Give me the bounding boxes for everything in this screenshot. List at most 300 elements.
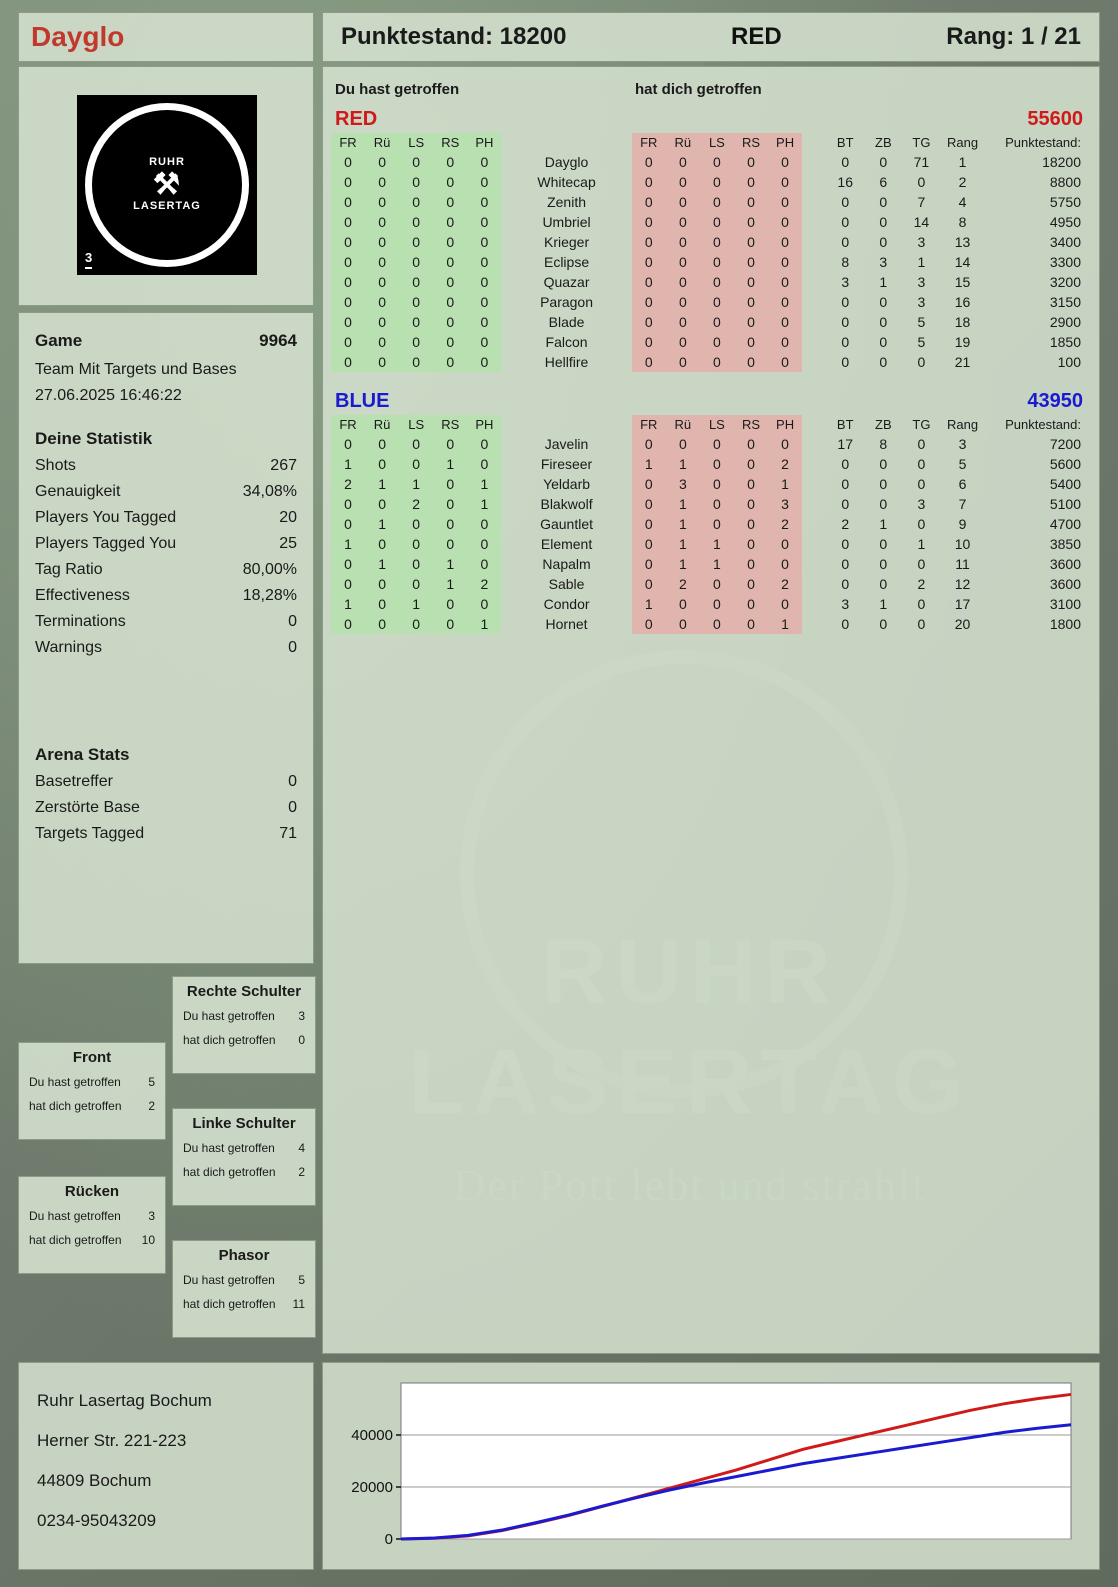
cell-them-PH: 0 — [768, 152, 802, 172]
cell-you-LS: 0 — [399, 554, 433, 574]
column-header-you-FR: FR — [331, 133, 365, 152]
header-right — [322, 12, 1100, 62]
cell-gap — [802, 232, 826, 252]
cell-zb: 0 — [879, 214, 888, 230]
column-header-them-LS: LS — [700, 415, 734, 434]
cell-points: 2900 — [1049, 314, 1081, 330]
table-row — [331, 272, 1091, 292]
zone-you-hit-value: 4 — [298, 1141, 305, 1155]
cell-you-RS: 0 — [433, 312, 467, 332]
cell-bt: 0 — [841, 476, 850, 492]
cell-you-RS: 0 — [433, 272, 467, 292]
cell-them-PH: 2 — [768, 514, 802, 534]
cell-rank: 7 — [958, 496, 967, 512]
cell-player-name: Paragon — [540, 294, 594, 310]
cell-them-RS: 0 — [734, 292, 768, 312]
cell-you-Rü: 1 — [365, 554, 399, 574]
zone-you-hit-value: 5 — [298, 1273, 305, 1287]
cell-them-RS: 0 — [734, 332, 768, 352]
cell-them-PH: 0 — [768, 352, 802, 372]
team-score: 43950 — [1027, 390, 1083, 412]
cell-tg: 0 — [917, 516, 926, 532]
cell-you-LS: 2 — [399, 494, 433, 514]
score-chart-panel — [322, 1362, 1100, 1570]
stat-row — [35, 635, 297, 661]
zone-hit-you-label: hat dich getroffen — [29, 1099, 122, 1113]
chart-ytick-label: 0 — [384, 1531, 393, 1548]
stat-label: Terminations — [35, 613, 126, 630]
stat-value: 20 — [279, 509, 297, 526]
stat-label: Players You Tagged — [35, 509, 177, 526]
cell-you-Rü: 0 — [365, 172, 399, 192]
arena-value: 71 — [279, 825, 297, 842]
cell-gap — [802, 554, 826, 574]
table-row — [331, 172, 1091, 192]
cell-them-RS: 0 — [734, 514, 768, 534]
score-chart — [331, 1371, 1091, 1561]
cell-player-name: Condor — [543, 596, 590, 612]
cell-them-RS: 0 — [734, 594, 768, 614]
scoreboard-panel — [322, 66, 1100, 1354]
cell-bt: 17 — [837, 436, 853, 452]
column-header-BT: BT — [836, 417, 854, 432]
cell-you-Rü: 0 — [365, 534, 399, 554]
cell-player-name: Eclipse — [543, 254, 590, 270]
cell-them-PH: 2 — [768, 454, 802, 474]
column-gap — [802, 415, 826, 434]
column-header-points: Punktestand: — [1005, 135, 1081, 150]
cell-rank: 3 — [958, 436, 967, 452]
cell-you-PH: 0 — [467, 212, 501, 232]
cell-zb: 8 — [879, 436, 888, 452]
column-header-TG: TG — [912, 417, 931, 432]
cell-zb: 0 — [879, 234, 888, 250]
cell-them-LS: 0 — [700, 494, 734, 514]
zone-title: Linke Schulter — [192, 1115, 296, 1132]
address-line: 44809 Bochum — [37, 1471, 152, 1490]
cell-player-name: Krieger — [543, 234, 590, 250]
zone-you-hit-label: Du hast getroffen — [29, 1075, 121, 1089]
stat-value: 34,08% — [242, 483, 297, 500]
zone-title: Rücken — [64, 1183, 120, 1200]
cell-you-FR: 0 — [331, 554, 365, 574]
cell-gap — [802, 594, 826, 614]
cell-them-LS: 0 — [700, 574, 734, 594]
cell-tg: 3 — [917, 274, 926, 290]
cell-you-FR: 0 — [331, 514, 365, 534]
stat-label: Warnings — [35, 639, 102, 656]
cell-bt: 0 — [841, 314, 850, 330]
cell-rank: 8 — [958, 214, 967, 230]
cell-you-LS: 0 — [399, 514, 433, 534]
cell-you-LS: 0 — [399, 252, 433, 272]
cell-tg: 0 — [917, 616, 926, 632]
cell-you-PH: 0 — [467, 514, 501, 534]
cell-zb: 0 — [879, 334, 888, 350]
cell-you-Rü: 0 — [365, 574, 399, 594]
cell-them-Rü: 0 — [666, 272, 700, 292]
cell-points: 3150 — [1049, 294, 1081, 310]
zone-title: Phasor — [218, 1247, 270, 1264]
cell-player-name: Blakwolf — [540, 496, 593, 512]
table-row — [331, 434, 1091, 454]
cell-them-FR: 0 — [632, 474, 666, 494]
cell-them-RS: 0 — [734, 434, 768, 454]
cell-points: 100 — [1057, 354, 1081, 370]
cell-them-PH: 0 — [768, 232, 802, 252]
cell-gap — [802, 172, 826, 192]
left-stats-panel — [18, 312, 314, 964]
column-header-BT: BT — [836, 135, 854, 150]
cell-them-FR: 0 — [632, 332, 666, 352]
stat-row — [35, 479, 297, 505]
cell-you-FR: 1 — [331, 454, 365, 474]
arena-row — [35, 769, 297, 795]
cell-them-PH: 0 — [768, 434, 802, 454]
cell-gap — [802, 312, 826, 332]
cell-them-Rü: 0 — [666, 232, 700, 252]
cell-them-Rü: 0 — [666, 292, 700, 312]
column-header-name — [501, 133, 631, 152]
cell-bt: 0 — [841, 294, 850, 310]
cell-you-RS: 0 — [433, 594, 467, 614]
cell-them-LS: 0 — [700, 474, 734, 494]
cell-them-FR: 0 — [632, 192, 666, 212]
cell-bt: 0 — [841, 194, 850, 210]
cell-gap — [802, 514, 826, 534]
cell-tg: 1 — [917, 254, 926, 270]
header-score: Punktestand: 18200 — [341, 23, 567, 50]
column-header-you-PH: PH — [467, 415, 501, 434]
cell-them-FR: 0 — [632, 212, 666, 232]
column-header-Rang: Rang — [946, 417, 979, 432]
cell-zb: 1 — [879, 274, 888, 290]
zone-right-shoulder — [172, 976, 316, 1074]
zone-hit-you-label: hat dich getroffen — [183, 1033, 276, 1047]
cell-you-Rü: 0 — [365, 292, 399, 312]
cell-them-PH: 0 — [768, 332, 802, 352]
cell-you-Rü: 0 — [365, 212, 399, 232]
cell-player-name: Umbriel — [542, 214, 591, 230]
cell-bt: 3 — [841, 596, 850, 612]
cell-them-LS: 0 — [700, 152, 734, 172]
cell-them-RS: 0 — [734, 192, 768, 212]
cell-them-Rü: 2 — [666, 574, 700, 594]
cell-zb: 6 — [879, 174, 888, 190]
cell-tg: 0 — [917, 596, 926, 612]
chart-ytick-label: 40000 — [351, 1427, 393, 1444]
table-row — [331, 232, 1091, 252]
cell-them-FR: 0 — [632, 152, 666, 172]
team-spacer — [331, 372, 1091, 388]
cell-you-RS: 0 — [433, 292, 467, 312]
cell-zb: 0 — [879, 294, 888, 310]
cell-you-PH: 0 — [467, 172, 501, 192]
column-header-them-LS: LS — [700, 133, 734, 152]
cell-you-RS: 0 — [433, 152, 467, 172]
page-title: Dayglo — [31, 21, 125, 52]
club-logo — [77, 95, 257, 275]
cell-bt: 0 — [841, 154, 850, 170]
zone-front — [18, 1042, 166, 1140]
cell-you-Rü: 0 — [365, 454, 399, 474]
zone-hit-you — [183, 1028, 305, 1052]
cell-bt: 16 — [837, 174, 853, 190]
cell-gap — [802, 352, 826, 372]
zone-you-hit — [183, 1004, 305, 1028]
team-header — [331, 106, 1091, 133]
cell-rank: 21 — [954, 354, 971, 370]
cell-them-Rü: 1 — [666, 454, 700, 474]
cell-you-Rü: 1 — [365, 474, 399, 494]
cell-them-PH: 0 — [768, 534, 802, 554]
cell-them-RS: 0 — [734, 272, 768, 292]
arena-label: Basetreffer — [35, 773, 113, 790]
cell-you-LS: 0 — [399, 574, 433, 594]
cell-gap — [802, 614, 826, 634]
cell-you-Rü: 0 — [365, 434, 399, 454]
column-header-you-FR: FR — [331, 415, 365, 434]
cell-points: 3400 — [1049, 234, 1081, 250]
table-row — [331, 252, 1091, 272]
logo-ring — [85, 103, 249, 267]
cell-gap — [802, 574, 826, 594]
cell-tg: 1 — [917, 536, 926, 552]
cell-player-name: Dayglo — [544, 154, 589, 170]
column-header-them-RS: RS — [734, 133, 768, 152]
cell-them-FR: 0 — [632, 352, 666, 372]
cell-you-LS: 0 — [399, 212, 433, 232]
cell-player-name: Whitecap — [537, 174, 596, 190]
cell-them-FR: 0 — [632, 554, 666, 574]
cell-them-Rü: 0 — [666, 312, 700, 332]
cell-you-LS: 1 — [399, 594, 433, 614]
cell-them-RS: 0 — [734, 494, 768, 514]
cell-you-PH: 0 — [467, 554, 501, 574]
you-hit-header: Du hast getroffen — [335, 81, 460, 98]
cell-bt: 0 — [841, 214, 850, 230]
cell-points: 4700 — [1049, 516, 1081, 532]
cell-bt: 0 — [841, 556, 850, 572]
cell-tg: 5 — [917, 314, 926, 330]
arena-row — [35, 821, 297, 847]
table-row — [331, 454, 1091, 474]
cell-zb: 0 — [879, 456, 888, 472]
cell-points: 5750 — [1049, 194, 1081, 210]
cell-them-RS: 0 — [734, 352, 768, 372]
cell-them-PH: 0 — [768, 252, 802, 272]
chart-plot-area — [401, 1383, 1071, 1539]
player-stats-title: Deine Statistik — [35, 429, 153, 448]
cell-zb: 0 — [879, 476, 888, 492]
cell-them-PH: 0 — [768, 272, 802, 292]
stat-label: Tag Ratio — [35, 561, 103, 578]
table-row — [331, 594, 1091, 614]
cell-you-Rü: 0 — [365, 192, 399, 212]
cell-them-Rü: 1 — [666, 494, 700, 514]
column-gap — [802, 133, 826, 152]
cell-bt: 0 — [841, 496, 850, 512]
cell-you-RS: 0 — [433, 172, 467, 192]
cell-you-LS: 0 — [399, 434, 433, 454]
column-header-them-FR: FR — [632, 133, 666, 152]
cell-you-RS: 0 — [433, 494, 467, 514]
cell-player-name: Quazar — [543, 274, 590, 290]
stat-value: 0 — [288, 639, 297, 656]
cell-points: 5100 — [1049, 496, 1081, 512]
cell-them-LS: 0 — [700, 352, 734, 372]
cell-them-Rü: 0 — [666, 152, 700, 172]
cell-you-PH: 0 — [467, 232, 501, 252]
cell-you-FR: 0 — [331, 172, 365, 192]
spacer — [35, 661, 297, 739]
cell-rank: 1 — [958, 154, 967, 170]
cell-them-RS: 0 — [734, 232, 768, 252]
column-header-them-Rü: Rü — [666, 415, 700, 434]
cell-you-LS: 0 — [399, 272, 433, 292]
cell-you-FR: 2 — [331, 474, 365, 494]
cell-them-LS: 0 — [700, 332, 734, 352]
cell-you-PH: 2 — [467, 574, 501, 594]
cell-player-name: Gauntlet — [540, 516, 594, 532]
cell-you-Rü: 0 — [365, 272, 399, 292]
cell-them-Rü: 1 — [666, 514, 700, 534]
cell-you-PH: 0 — [467, 534, 501, 554]
zone-phasor — [172, 1240, 316, 1338]
cell-them-RS: 0 — [734, 212, 768, 232]
cell-you-RS: 1 — [433, 574, 467, 594]
cell-them-FR: 0 — [632, 272, 666, 292]
logo-inner — [133, 156, 201, 214]
cell-zb: 0 — [879, 496, 888, 512]
cell-them-LS: 0 — [700, 172, 734, 192]
zone-hit-you — [183, 1292, 305, 1316]
cell-rank: 18 — [954, 314, 971, 330]
team-name: RED — [335, 108, 378, 130]
table-row — [331, 554, 1091, 574]
scoreboard-tables — [331, 106, 1091, 634]
column-header-TG: TG — [912, 135, 931, 150]
stat-row — [35, 453, 297, 479]
cell-tg: 3 — [917, 294, 926, 310]
cell-them-Rü: 3 — [666, 474, 700, 494]
zone-hit-you-value: 0 — [298, 1033, 305, 1047]
zone-hit-you — [29, 1094, 155, 1118]
table-row — [331, 212, 1091, 232]
cell-them-FR: 0 — [632, 614, 666, 634]
cell-them-LS: 0 — [700, 292, 734, 312]
cell-points: 3850 — [1049, 536, 1081, 552]
cell-you-PH: 0 — [467, 312, 501, 332]
column-header-you-PH: PH — [467, 133, 501, 152]
cell-player-name: Napalm — [542, 556, 591, 572]
cell-them-RS: 0 — [734, 614, 768, 634]
cell-you-Rü: 0 — [365, 252, 399, 272]
cell-them-Rü: 0 — [666, 192, 700, 212]
cell-them-FR: 0 — [632, 534, 666, 554]
header-rank: Rang: 1 / 21 — [946, 23, 1081, 50]
cell-zb: 3 — [879, 254, 888, 270]
zone-you-hit-value: 3 — [148, 1209, 155, 1223]
cell-gap — [802, 454, 826, 474]
cell-you-Rü: 0 — [365, 352, 399, 372]
cell-you-RS: 0 — [433, 212, 467, 232]
cell-them-FR: 0 — [632, 434, 666, 454]
cell-player-name: Sable — [548, 576, 585, 592]
logo-number: 3 — [85, 250, 92, 269]
cell-player-name: Zenith — [547, 194, 587, 210]
column-header-you-Rü: Rü — [365, 133, 399, 152]
cell-player-name: Element — [540, 536, 593, 552]
arena-row — [35, 795, 297, 821]
cell-zb: 0 — [879, 576, 888, 592]
cell-you-LS: 0 — [399, 332, 433, 352]
table-row — [331, 614, 1091, 634]
cell-them-RS: 0 — [734, 534, 768, 554]
zone-you-hit-value: 3 — [298, 1009, 305, 1023]
cell-tg: 7 — [917, 194, 926, 210]
cell-gap — [802, 332, 826, 352]
cell-gap — [802, 192, 826, 212]
cell-you-RS: 0 — [433, 434, 467, 454]
cell-them-FR: 0 — [632, 574, 666, 594]
cell-player-name: Falcon — [545, 334, 588, 350]
cell-them-Rü: 1 — [666, 534, 700, 554]
cell-you-FR: 0 — [331, 232, 365, 252]
stat-value: 267 — [270, 457, 297, 474]
table-row — [331, 312, 1091, 332]
cell-bt: 0 — [841, 576, 850, 592]
cell-gap — [802, 252, 826, 272]
cell-them-Rü: 0 — [666, 252, 700, 272]
cell-you-LS: 1 — [399, 474, 433, 494]
cell-them-Rü: 0 — [666, 352, 700, 372]
cell-player-name: Javelin — [544, 436, 589, 452]
cell-you-RS: 0 — [433, 252, 467, 272]
cell-zb: 0 — [879, 536, 888, 552]
cell-you-FR: 1 — [331, 594, 365, 614]
arena-value: 0 — [288, 799, 297, 816]
cell-you-FR: 0 — [331, 192, 365, 212]
cell-you-PH: 0 — [467, 272, 501, 292]
column-header-them-RS: RS — [734, 415, 768, 434]
cell-rank: 19 — [954, 334, 971, 350]
cell-you-LS: 0 — [399, 152, 433, 172]
cell-bt: 0 — [841, 334, 850, 350]
cell-them-RS: 0 — [734, 152, 768, 172]
zone-left-shoulder — [172, 1108, 316, 1206]
cell-them-LS: 0 — [700, 272, 734, 292]
cell-tg: 0 — [917, 456, 926, 472]
cell-rank: 2 — [958, 174, 967, 190]
zone-hit-you-label: hat dich getroffen — [183, 1297, 276, 1311]
cell-rank: 5 — [958, 456, 967, 472]
cell-gap — [802, 494, 826, 514]
cell-you-Rü: 1 — [365, 514, 399, 534]
stat-label: Players Tagged You — [35, 535, 177, 552]
address-line: Ruhr Lasertag Bochum — [37, 1391, 212, 1410]
stat-label: Genauigkeit — [35, 483, 121, 500]
cell-them-LS: 0 — [700, 192, 734, 212]
cell-you-PH: 1 — [467, 614, 501, 634]
cell-them-RS: 0 — [734, 172, 768, 192]
zone-hit-you — [29, 1228, 155, 1252]
cell-them-LS: 1 — [700, 534, 734, 554]
cell-you-LS: 0 — [399, 534, 433, 554]
cell-them-LS: 0 — [700, 212, 734, 232]
logo-bottom-text: LASERTAG — [133, 200, 201, 212]
team-score: 55600 — [1027, 108, 1083, 130]
